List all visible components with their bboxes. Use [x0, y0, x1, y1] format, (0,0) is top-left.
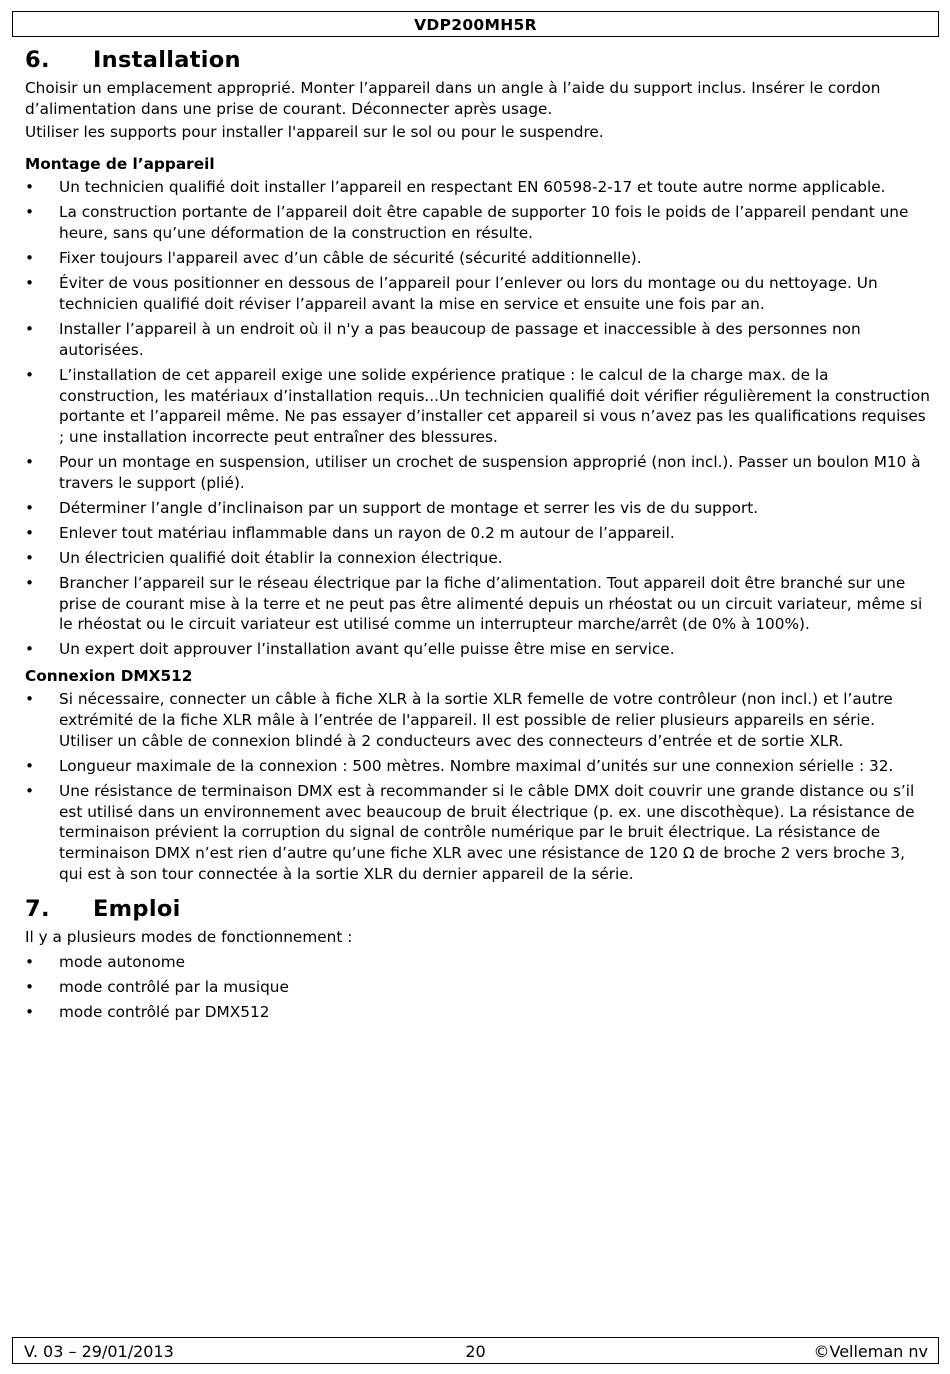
bullet-icon: • — [25, 781, 35, 800]
bullet-icon: • — [25, 319, 35, 338]
document-body — [25, 44, 930, 1026]
list-item — [25, 573, 930, 635]
list-item-text: Longueur maximale de la connexion : 500 mètres. Nombre maximal d’unités sur une connexion sérielle : 32. — [59, 756, 894, 775]
bullet-icon: • — [25, 640, 35, 659]
bullet-icon: • — [25, 952, 35, 971]
list-item — [25, 177, 930, 198]
bullet-icon: • — [25, 365, 35, 384]
section-7-heading — [25, 893, 930, 927]
bullet-icon: • — [25, 498, 35, 517]
section-title: Emploi — [93, 895, 181, 922]
list-item — [25, 319, 930, 361]
modes-intro: Il y a plusieurs modes de fonctionnement : — [25, 927, 353, 946]
version-date: V. 03 – 29/01/2013 — [24, 1342, 174, 1361]
bullet-icon: • — [25, 690, 35, 709]
section-number: 7. — [25, 895, 50, 922]
section-title: Installation — [93, 47, 241, 73]
list-item-text: mode contrôlé par DMX512 — [59, 1002, 270, 1021]
list-item-text: mode autonome — [59, 952, 186, 971]
list-item-text: Enlever tout matériau inflammable dans un rayon de 0.2 m autour de l’appareil. — [59, 523, 675, 542]
list-item-text: Une résistance de terminaison DMX est à recommander si le câble DMX doit couvrir une grande distance ou s’il est utilisé dans un environnement avec beaucoup de bruit électrique (p. ex. une discothèque). La résistance de terminaison prévient la corruption du signal de contrôle numérique par le bruit électrique. La résistance de terminaison DMX n’est rien d’autre qu’une fiche XLR avec une résistance de 120 Ω de broche 2 vers broche 3, qui est à son tour connectée à la sortie XLR du dernier appareil de la série. — [59, 781, 915, 883]
bullet-icon: • — [25, 977, 35, 996]
list-item-text: Installer l’appareil à un endroit où il n'y a pas beaucoup de passage et inaccessible à des personnes non autorisées. — [59, 319, 861, 359]
list-item-text: La construction portante de l’appareil doit être capable de supporter 10 fois le poids de l’appareil pendant une heure, sans qu’une déformation de la construction en résulte. — [59, 203, 909, 243]
model-title: VDP200MH5R — [414, 16, 537, 34]
list-item-text: Fixer toujours l'appareil avec d’un câble de sécurité (sécurité additionnelle). — [59, 249, 642, 268]
list-item — [25, 756, 930, 777]
bullet-icon: • — [25, 453, 35, 472]
intro-paragraph: Utiliser les supports pour installer l'appareil sur le sol ou pour le suspendre. — [25, 122, 604, 141]
list-item-text: Déterminer l’angle d’inclinaison par un support de montage et serrer les vis de du support. — [59, 498, 759, 517]
list-item — [25, 202, 930, 244]
list-item-text: mode contrôlé par la musique — [59, 977, 289, 996]
list-item — [25, 781, 930, 885]
bullet-icon: • — [25, 548, 35, 567]
dmx-heading: Connexion DMX512 — [25, 667, 193, 686]
list-item — [25, 548, 930, 569]
section-6-heading — [25, 44, 930, 78]
bullet-icon: • — [25, 573, 35, 592]
list-item-text: Brancher l’appareil sur le réseau électrique par la fiche d’alimentation. Tout appareil doit être branché sur une prise de courant mise à la terre et ne peut pas être alimenté depuis un rhéostat ou un circuit variateur, même si le rhéostat ou le circuit variateur est utilisé comme un interrupteur marche/arrêt (de 0% à 100%). — [59, 573, 923, 634]
list-item-text: Un expert doit approuver l’installation avant qu’elle puisse être mise en service. — [59, 640, 675, 659]
bullet-icon: • — [25, 274, 35, 293]
list-item — [25, 639, 930, 660]
list-item-text: Un technicien qualifié doit installer l’appareil en respectant EN 60598-2-17 et toute autre norme applicable. — [59, 178, 886, 197]
bullet-icon: • — [25, 1002, 35, 1021]
list-item — [25, 498, 930, 519]
modes-list — [25, 952, 930, 1023]
page-number: 20 — [465, 1342, 486, 1361]
section-number: 6. — [25, 47, 50, 73]
bullet-icon: • — [25, 249, 35, 268]
mounting-heading: Montage de l’appareil — [25, 155, 215, 174]
list-item — [25, 952, 930, 973]
list-item — [25, 365, 930, 448]
bullet-icon: • — [25, 203, 35, 222]
list-item — [25, 273, 930, 315]
list-item-text: Éviter de vous positionner en dessous de l’appareil pour l’enlever ou lors du montage ou du nettoyage. Un technicien qualifié doit réviser l’appareil avant la mise en service et ensuite une fois par an. — [59, 274, 878, 313]
bullet-icon: • — [25, 523, 35, 542]
list-item — [25, 523, 930, 544]
list-item-text: Pour un montage en suspension, utiliser un crochet de suspension approprié (non incl.). Passer un boulon M10 à travers le support (plié). — [59, 453, 921, 492]
bullet-icon: • — [25, 756, 35, 775]
mounting-list — [25, 177, 930, 660]
intro-paragraph: Choisir un emplacement approprié. Monter l’appareil dans un angle à l’aide du support inclus. Insérer le cordon d’alimentation dans une prise de courant. Déconnecter après usage. — [25, 79, 881, 118]
list-item — [25, 1002, 930, 1023]
dmx-list — [25, 689, 930, 885]
page-header — [12, 11, 939, 37]
list-item-text: Si nécessaire, connecter un câble à fiche XLR à la sortie XLR femelle de votre contrôleur (non incl.) et l’autre extrémité de la fiche XLR mâle à l’entrée de l'appareil. Il est possible de relier plusieurs appareils en série. Utiliser un câble de connexion blindé à 2 conducteurs avec des connecteurs d’entrée et de sortie XLR. — [59, 690, 893, 750]
list-item-text: Un électricien qualifié doit établir la connexion électrique. — [59, 548, 503, 567]
list-item — [25, 452, 930, 494]
list-item — [25, 689, 930, 751]
list-item — [25, 248, 930, 269]
copyright: ©Velleman nv — [813, 1342, 928, 1361]
list-item-text: L’installation de cet appareil exige une solide expérience pratique : le calcul de la charge max. de la construction, les matériaux d’installation requis...Un technicien qualifié doit vérifier régulièrement la construction portante et l’appareil même. Ne pas essayer d’installer cet appareil si vous n’avez pas les qualifications requises ; une installation incorrecte peut entraîner des blessures. — [59, 365, 930, 447]
bullet-icon: • — [25, 178, 35, 197]
list-item — [25, 977, 930, 998]
page-footer — [12, 1337, 939, 1364]
